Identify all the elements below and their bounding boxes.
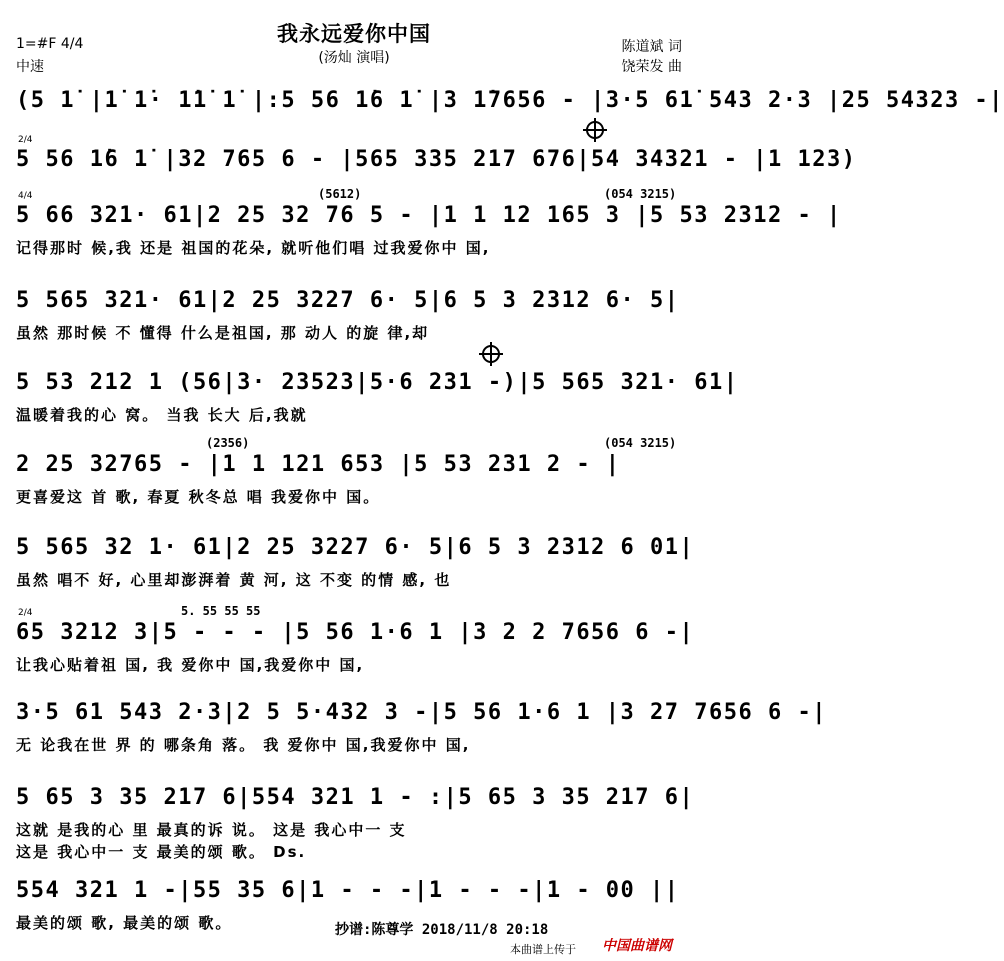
notation-line: 5 53 212 1 (56|3· 23523|5·6 231 -)|5 565 321· 61| [16,370,739,395]
lyric-line: 虽然 唱不 好, 心里却澎湃着 黄 河, 这 不变 的情 感, 也 [16,571,452,589]
site-logo-text: 中国曲谱网 [602,938,672,954]
lyric-line: 虽然 那时候 不 懂得 什么是祖国, 那 动人 的旋 律,却 [16,324,430,342]
notation-line: 5 565 32 1· 61|2 25 3227 6· 5|6 5 3 2312 6 01| [16,535,695,560]
notation-annotation: (054 3215) [604,436,677,450]
lyric-line: 让我心贴着祖 国, 我 爱你中 国,我爱你中 国, [16,656,365,674]
notation-annotation: (2356) [206,436,250,450]
site-logo [602,935,702,955]
time-signature-change: 4/4 [18,191,33,201]
composer-credit: 饶荣发 曲 [621,59,682,75]
upload-note: 本曲谱上传于 [510,943,576,956]
lyricist-credit: 陈道斌 词 [621,39,682,55]
lyric-line: 无 论我在世 界 的 哪条角 落。 我 爱你中 国,我爱你中 国, [16,736,471,754]
singer: (汤灿 演唱) [318,50,390,66]
notation-line: 5 66 321· 61|2 25 32 76 5 - |1 1 12 165 3 |5 53 2312 - | [16,203,842,228]
key-signature: 1=#F 4/4 [16,36,84,52]
coda-sign-icon [482,345,500,363]
copier-credit: 抄谱:陈尊学 2018/11/8 20:18 [335,922,549,938]
time-signature-change: 2/4 [18,608,33,618]
notation-annotation: 5. 55 55 55 [181,604,261,618]
lyric-line: 这就 是我的心 里 最真的诉 说。 这是 我心中一 支 [16,821,407,839]
lyric-line: 更喜爱这 首 歌, 春夏 秋冬总 唱 我爱你中 国。 [16,488,381,506]
lyric-line: 温暖着我的心 窝。 当我 长大 后,我就 [16,406,308,424]
notation-annotation: (5612) [318,187,362,201]
tempo-marking: 中速 [16,59,44,75]
lyric-line: 最美的颂 歌, 最美的颂 歌。 [16,914,233,932]
time-signature-change: 2/4 [18,135,33,145]
notation-annotation: (054 3215) [604,187,677,201]
notation-line: 65 3212 3|5 - - - |5 56 1·6 1 |3 2 2 7656 6 -| [16,620,695,645]
notation-line: 5 56 1̇6 1̇ |32 765 6 - |565 335 217 676|54 34321 - |1 123) [16,147,857,172]
notation-line: 554 321 1 -|55 35 6|1 - - -|1 - - -|1 - 00 || [16,878,680,903]
notation-line: 5 565 321· 61|2 25 3227 6· 5|6 5 3 2312 6· 5| [16,288,680,313]
notation-line: 2 25 32765 - |1 1 121 653 |5 53 231 2 - | [16,452,621,477]
notation-line: (5 1̇ |1̇ 1̇· 1̇1̇ 1̇ |:5 56 1̇6 1̇ |3 1̇7656 - |3·5 61̇ 543 2·3 |25 54323 -| [16,88,1004,113]
lyric-line-second-verse: 这是 我心中一 支 最美的颂 歌。 Ds. [16,843,307,861]
notation-line: 3·5 61 543 2·3|2 5 5·432 3 -|5 56 1·6 1 |3 27 7656 6 -| [16,700,827,725]
notation-line: 5 65 3 35 217 6|554 321 1 - :|5 65 3 35 217 6| [16,785,695,810]
lyric-line: 记得那时 候,我 还是 祖国的花朵, 就听他们唱 过我爱你中 国, [16,239,491,257]
song-title: 我永远爱你中国 [277,22,431,46]
coda-sign-icon [586,121,604,139]
